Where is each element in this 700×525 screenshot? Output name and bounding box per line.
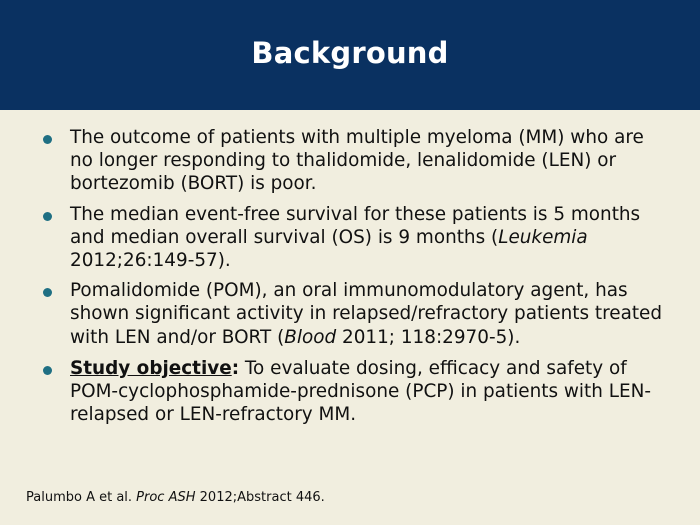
- bullet-list: [43, 126, 663, 433]
- bullet-item: [43, 126, 663, 196]
- slide-title: Background: [251, 36, 449, 70]
- citation-text: 2011; 118:2970-5).: [336, 326, 521, 348]
- bullet-text: To evaluate dosing, efficacy and safety of POM-cyclophosphamide-prednisone (PCP) in patients with LEN-relapsed or LEN-refractory MM.: [70, 357, 652, 426]
- label-colon: :: [231, 357, 240, 379]
- bullet-dot-icon: [43, 212, 52, 221]
- bullet-item: [43, 279, 663, 349]
- footnote: [26, 489, 325, 507]
- journal-name: Leukemia: [498, 226, 588, 248]
- footnote-source: Proc ASH: [136, 490, 196, 505]
- bullet-dot-icon: [43, 288, 52, 297]
- bullet-item: [43, 357, 663, 427]
- journal-name: Blood: [284, 326, 337, 348]
- footnote-detail: 2012;Abstract 446.: [195, 490, 325, 505]
- citation-text: 2012;26:149-57).: [70, 250, 231, 272]
- footnote-authors: Palumbo A et al.: [26, 490, 137, 505]
- header-bar: [0, 0, 700, 110]
- bullet-text: The outcome of patients with multiple myeloma (MM) who are no longer responding to thalidomide, lenalidomide (LEN) or bortezomib (BORT) is poor.: [70, 127, 644, 195]
- bullet-dot-icon: [43, 135, 52, 144]
- bullet-text: Pomalidomide (POM), an oral immunomodulatory agent, has shown significant activity in relapsed/refractory patients treated with LEN and/or BORT (: [70, 280, 663, 348]
- bullet-text: The median event-free survival for these patients is 5 months and median overall survival (OS) is 9 months (: [70, 203, 641, 248]
- study-objective-label: Study objective: [70, 357, 232, 379]
- bullet-item: [43, 203, 663, 273]
- bullet-dot-icon: [43, 366, 52, 375]
